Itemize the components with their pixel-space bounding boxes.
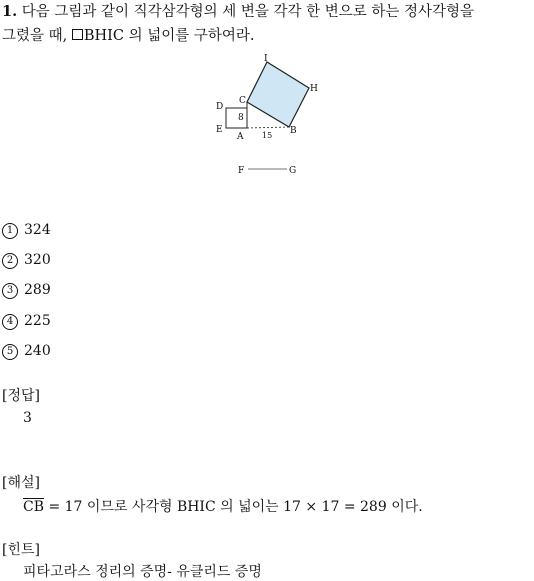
square-symbol-icon bbox=[72, 29, 83, 40]
explanation-body: = 17 이므로 사각형 BHIC 의 넓이는 17 × 17 = 289 이다. bbox=[44, 499, 423, 515]
label-side-ab: 15 bbox=[262, 131, 273, 140]
explanation-heading: [해설] bbox=[2, 475, 40, 491]
choice-4[interactable] bbox=[2, 313, 51, 330]
question-line-1 bbox=[2, 0, 532, 24]
label-f: F bbox=[238, 166, 245, 176]
square-adec bbox=[226, 108, 247, 128]
choice-1-value: 324 bbox=[24, 222, 51, 238]
label-side-ac: 8 bbox=[238, 113, 244, 123]
label-g: G bbox=[289, 166, 297, 176]
question-line-2-pre: 그렸을 때, bbox=[2, 28, 72, 44]
side-ab bbox=[247, 127, 289, 128]
choice-4-marker: 4 bbox=[2, 314, 18, 330]
segment-cb: $\overline{CB}$ bbox=[23, 499, 44, 515]
question-line-2-post: BHIC 의 넓이를 구하여라. bbox=[83, 28, 255, 44]
figure-svg bbox=[205, 50, 318, 180]
choice-2-value: 320 bbox=[24, 252, 51, 268]
choice-4-value: 225 bbox=[24, 313, 51, 329]
hint-heading: [힌트] bbox=[2, 542, 40, 558]
question-number: 1. bbox=[2, 3, 18, 20]
label-e: E bbox=[216, 125, 223, 135]
choice-1-marker: 1 bbox=[2, 223, 18, 239]
label-h: H bbox=[310, 84, 318, 94]
square-bhic bbox=[247, 62, 309, 127]
choice-3[interactable] bbox=[2, 282, 51, 299]
answer-value: 3 bbox=[23, 410, 32, 426]
choice-1[interactable] bbox=[2, 222, 51, 239]
label-c: C bbox=[239, 96, 246, 106]
choice-3-value: 289 bbox=[24, 282, 51, 298]
question-text bbox=[2, 0, 532, 48]
label-d: D bbox=[216, 102, 224, 112]
choice-2-marker: 2 bbox=[2, 253, 18, 269]
question-line-2 bbox=[2, 24, 532, 48]
label-b: B bbox=[290, 126, 297, 136]
question-line-1-text: 다음 그림과 같이 직각삼각형의 세 변을 각각 한 변으로 하는 정사각형을 bbox=[21, 4, 475, 20]
answer-heading: [정답] bbox=[2, 388, 40, 404]
explanation-text bbox=[23, 496, 423, 516]
geometry-figure bbox=[205, 50, 318, 180]
choice-5-value: 240 bbox=[24, 343, 51, 359]
label-i: I bbox=[264, 54, 268, 64]
choice-5[interactable] bbox=[2, 343, 51, 360]
choice-5-marker: 5 bbox=[2, 344, 18, 360]
choice-2[interactable] bbox=[2, 252, 51, 269]
label-a: A bbox=[237, 132, 244, 142]
choice-3-marker: 3 bbox=[2, 283, 18, 299]
hint-text: 피타고라스 정리의 증명- 유클리드 증명 bbox=[23, 564, 262, 580]
